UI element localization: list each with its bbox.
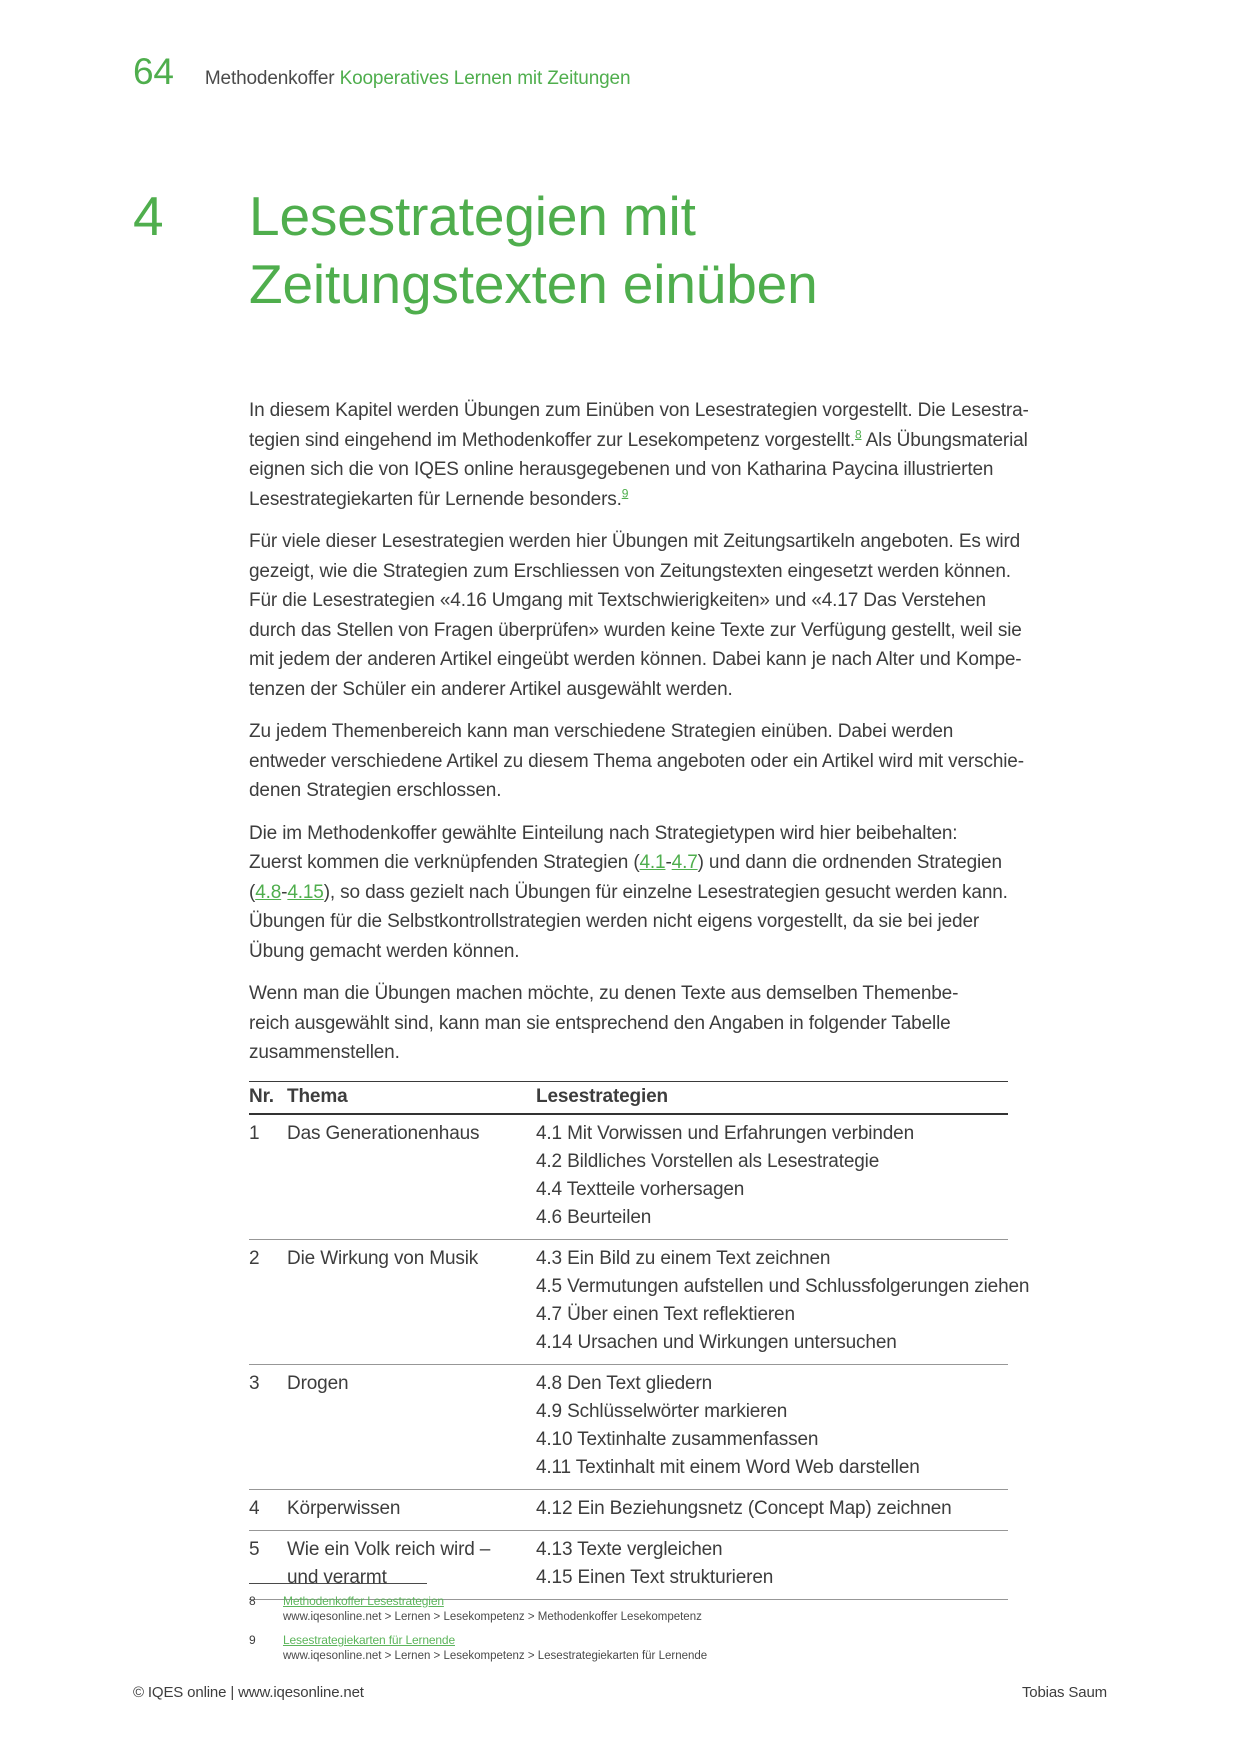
- breadcrumb: [205, 68, 631, 90]
- table-row: [249, 1490, 1008, 1531]
- strategy-item: 4.6 Beurteilen: [536, 1206, 652, 1228]
- strategy-item: 4.9 Schlüsselwörter markieren: [536, 1400, 788, 1422]
- table-body: [249, 1115, 1030, 1600]
- footnote-body: [283, 1633, 707, 1662]
- cross-reference-link[interactable]: 4.15: [287, 881, 324, 903]
- thema-line: Wie ein Volk reich wird –: [287, 1538, 491, 1560]
- table-cell-nr: 2: [249, 1247, 260, 1269]
- footnote-number: 8: [249, 1594, 256, 1608]
- body-paragraph: Zu jedem Themenbereich kann man verschiedene Strategien einüben. Dabei werden entweder verschiedene Artikel zu diesem Thema angeboten oder ein Artikel wird mit verschie- denen Strategien erschlossen.: [249, 721, 1024, 801]
- table-cell-lesestrategien: [536, 1245, 1029, 1357]
- footnote-link[interactable]: Methodenkoffer Lesestrategien: [283, 1594, 444, 1608]
- strategy-item: 4.11 Textinhalt mit einem Word Web darstellen: [536, 1456, 920, 1478]
- table-cell-thema: [287, 1120, 536, 1232]
- table-cell-lesestrategien: [536, 1120, 1008, 1232]
- footnote-divider: [249, 1583, 427, 1584]
- strategy-item: 4.1 Mit Vorwissen und Erfahrungen verbinden: [536, 1122, 915, 1144]
- breadcrumb-title: Kooperatives Lernen mit Zeitungen: [339, 68, 631, 89]
- body-paragraph: Die im Methodenkoffer gewählte Einteilung nach Strategietypen wird hier beibehalten: Zuerst kommen die verknüpfenden Strategien (4.1-4.7) und dann die ordnenden Strategien (4.8-4.15), so dass gezielt nach Übungen für einzelne Lesestrategien gesucht werden kann. Übungen für die Selbstkontrollstrategien werden nicht eigens vorgestellt, da sie bei jeder Übung gemacht werden können.: [249, 822, 1008, 962]
- table-header-thema: Thema: [287, 1085, 348, 1107]
- strategy-item: 4.12 Ein Beziehungsnetz (Concept Map) zeichnen: [536, 1497, 952, 1519]
- running-header: [133, 52, 1107, 92]
- strategy-item: 4.5 Vermutungen aufstellen und Schlussfolgerungen ziehen: [536, 1275, 1030, 1297]
- table-cell-nr: 1: [249, 1122, 260, 1144]
- footer-copyright: © IQES online | www.iqesonline.net: [133, 1684, 364, 1701]
- table-cell-thema: [287, 1495, 536, 1523]
- footnote-path: www.iqesonline.net > Lernen > Lesekompetenz > Methodenkoffer Lesekompetenz: [283, 1611, 702, 1623]
- thema-line: Drogen: [287, 1372, 349, 1394]
- thema-line: Das Generationenhaus: [287, 1122, 480, 1144]
- page-footer: [133, 1684, 1107, 1701]
- page-number: 64: [133, 51, 174, 92]
- strategy-item: 4.10 Textinhalte zusammenfassen: [536, 1428, 819, 1450]
- chapter-number: 4: [133, 185, 164, 247]
- footnote-body: [283, 1594, 702, 1623]
- table-cell-nr: 5: [249, 1538, 260, 1560]
- table-cell-lesestrategien: [536, 1495, 1008, 1523]
- body-paragraph: Wenn man die Übungen machen möchte, zu denen Texte aus demselben Themenbe- reich ausgewählt sind, kann man sie entsprechend den Angaben in folgender Tabelle zusammenstellen.: [249, 983, 959, 1063]
- table-header-row: [249, 1081, 1008, 1115]
- chapter-title-block: [133, 182, 818, 318]
- cross-reference-link[interactable]: 4.7: [671, 852, 698, 873]
- footer-author: Tobias Saum: [1021, 1684, 1107, 1701]
- footnote-ref-link[interactable]: 8: [854, 427, 862, 442]
- chapter-title-line1: Lesestrategien mit: [249, 185, 696, 247]
- strategy-item: 4.7 Über einen Text reflektieren: [536, 1303, 795, 1325]
- thema-line: und verarmt: [287, 1566, 387, 1588]
- strategy-item: 4.14 Ursachen und Wirkungen untersuchen: [536, 1331, 897, 1353]
- footnote-number: 9: [249, 1633, 256, 1647]
- body-content: [249, 396, 1109, 1600]
- chapter-title-line2: Zeitungstexten einüben: [249, 253, 818, 315]
- cross-reference-link[interactable]: 4.8: [255, 881, 282, 903]
- strategy-item: 4.3 Ein Bild zu einem Text zeichnen: [536, 1247, 831, 1269]
- strategy-item: 4.8 Den Text gliedern: [536, 1372, 713, 1394]
- strategies-table: [249, 1081, 1030, 1600]
- thema-line: Körperwissen: [287, 1497, 401, 1519]
- footnotes-section: [249, 1583, 949, 1672]
- body-paragraph: In diesem Kapitel werden Übungen zum Einüben von Lesestrategien vorgestellt. Die Lesestra- tegien sind eingehend im Methodenkoffer zur Lesekompetenz vorgestellt.$^8$ Als Übungsmaterial eignen sich die von IQES online herausgegebenen und von Katharina Paycina illustrierten Lesestrategiekarten für Lernende besonders.$^9$: [249, 400, 1029, 510]
- chapter-title: [249, 182, 818, 318]
- cross-reference-link[interactable]: 4.1: [639, 852, 666, 873]
- table-header-nr: Nr.: [249, 1085, 274, 1107]
- table-row: [249, 1365, 1008, 1490]
- strategy-item: 4.15 Einen Text strukturieren: [536, 1566, 774, 1588]
- table-header-lesestrategien: Lesestrategien: [536, 1085, 669, 1107]
- footnote: [249, 1594, 949, 1623]
- table-cell-nr: 3: [249, 1372, 260, 1394]
- strategy-item: 4.13 Texte vergleichen: [536, 1538, 723, 1560]
- strategy-item: 4.2 Bildliches Vorstellen als Lesestrategie: [536, 1150, 880, 1172]
- strategy-item: 4.4 Textteile vorhersagen: [536, 1178, 745, 1200]
- breadcrumb-prefix: Methodenkoffer: [204, 68, 340, 89]
- footnote-path: www.iqesonline.net > Lernen > Lesekompetenz > Lesestrategiekarten für Lernende: [283, 1650, 708, 1662]
- thema-line: Die Wirkung von Musik: [287, 1247, 479, 1269]
- table-cell-thema: [287, 1370, 536, 1482]
- table-cell-thema: [287, 1245, 536, 1357]
- body-paragraph: Für viele dieser Lesestrategien werden hier Übungen mit Zeitungsartikeln angeboten. Es wird gezeigt, wie die Strategien zum Erschliessen von Zeitungstexten eingesetzt werden können. Für die Lesestrategien «4.16 Umgang mit Textschwierigkeiten» und «4.17 Das Verstehen durch das Stellen von Fragen überprüfen» wurden keine Texte zur Verfügung gestellt, weil sie mit jedem der anderen Artikel eingeübt werden können. Dabei kann je nach Alter und Kompe- tenzen der Schüler ein anderer Artikel ausgewählt werden.: [249, 531, 1022, 700]
- footnote: [249, 1633, 949, 1662]
- table-cell-lesestrategien: [536, 1370, 1008, 1482]
- table-cell-nr: 4: [249, 1497, 260, 1519]
- footnote-ref-link[interactable]: 9: [621, 486, 629, 501]
- footnote-link[interactable]: Lesestrategiekarten für Lernende: [283, 1633, 455, 1647]
- table-row: [249, 1115, 1008, 1240]
- table-row: [249, 1240, 1030, 1365]
